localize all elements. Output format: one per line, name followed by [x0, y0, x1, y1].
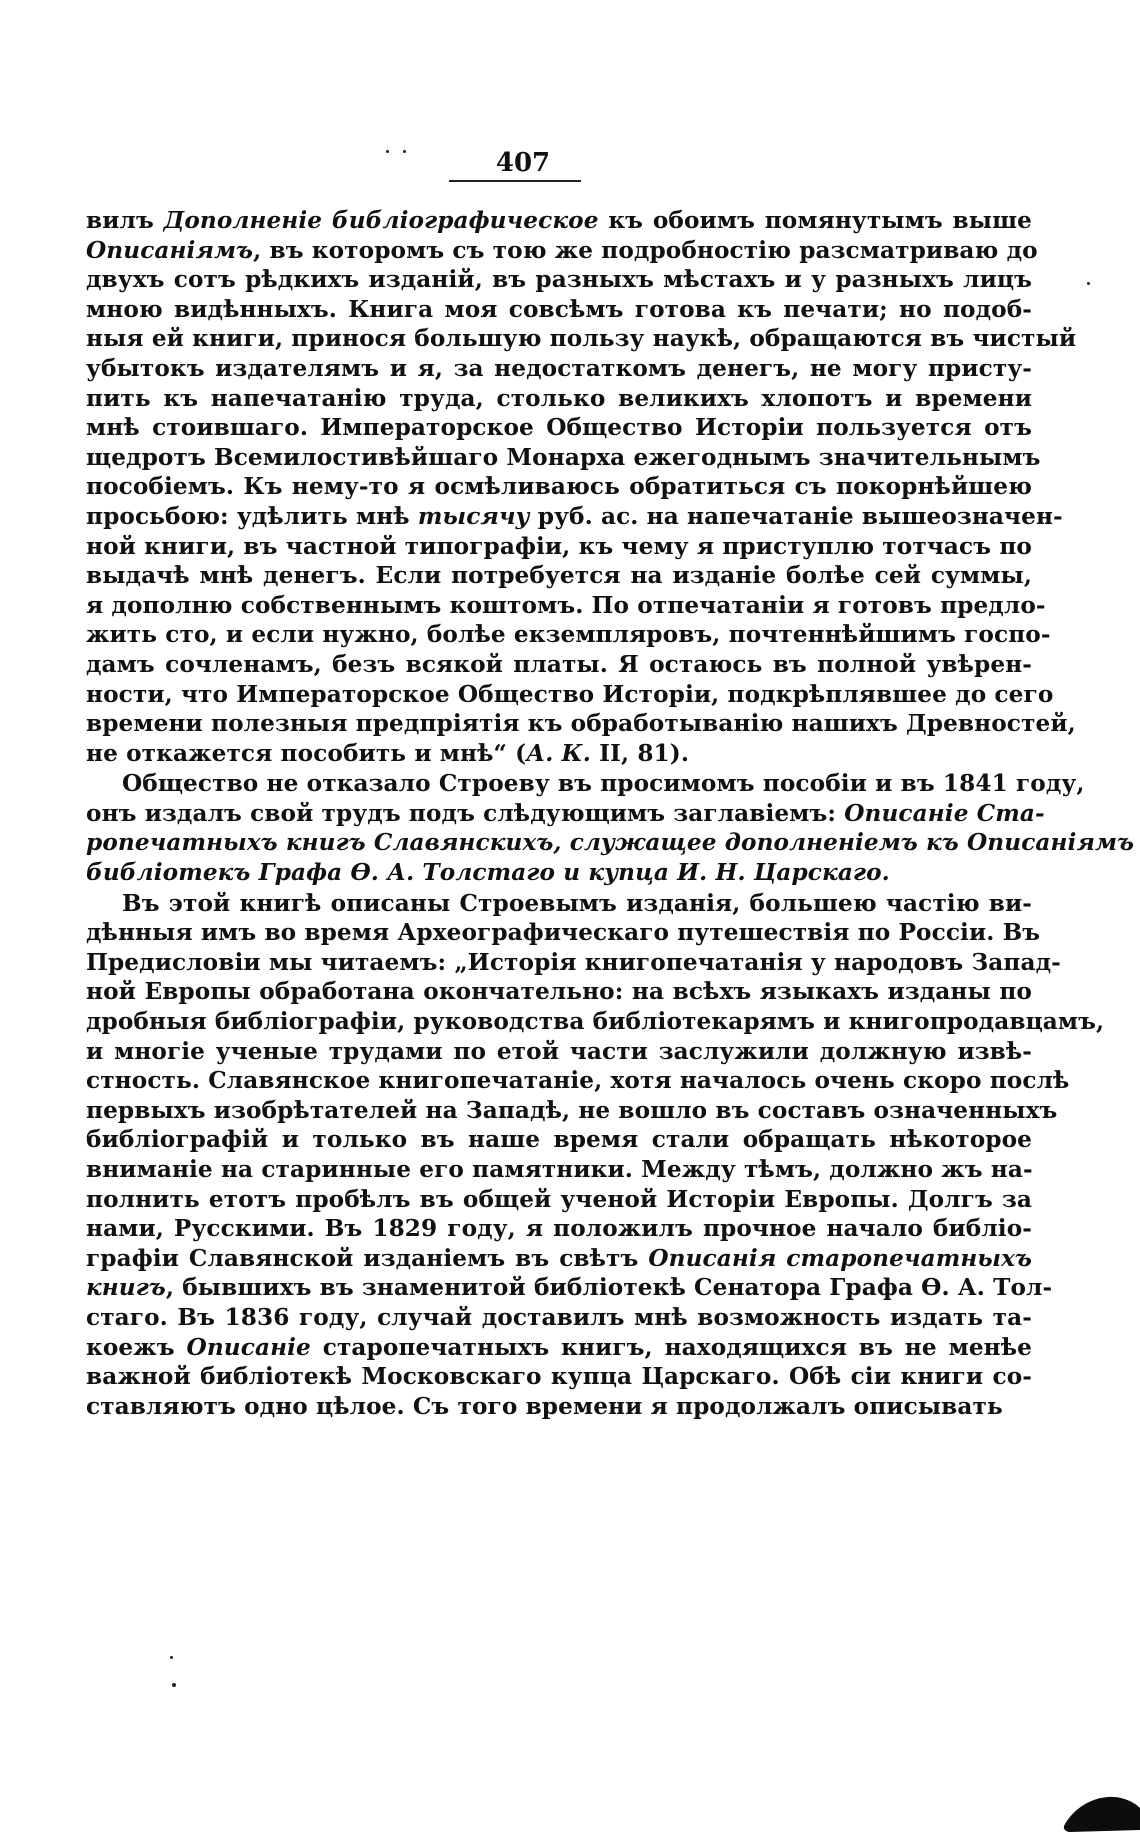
paragraph [86, 206, 1077, 768]
text-line [86, 236, 1038, 266]
text-line [86, 1362, 1032, 1392]
text-run: мною видѣнныхъ. Книга моя совсѣмъ готова къ печати; но подоб- [86, 295, 1032, 323]
text-run: вилъ [86, 207, 164, 234]
text-run: коежъ [86, 1333, 187, 1361]
print-speck [386, 150, 389, 153]
text-run: старопечатныхъ книгъ, находящихся въ не менѣе [310, 1333, 1032, 1361]
ink-blot-mark [1062, 1788, 1140, 1841]
text-line [86, 1037, 1032, 1067]
text-line [86, 1273, 1053, 1303]
text-run: пособіемъ. Къ нему-то я осмѣливаюсь обратиться съ покорнѣйшею [86, 473, 1032, 501]
text-line [86, 1303, 1032, 1333]
text-line [86, 1392, 1032, 1422]
text-line [86, 502, 1063, 532]
text-line [86, 206, 1032, 236]
text-run: жить сто, и если нужно, болѣе екземпляровъ, почтеннѣйшимъ госпо- [86, 621, 1051, 649]
text-run: полнить етотъ пробѣлъ въ общей ученой Исторіи Европы. Долгъ за [86, 1185, 1032, 1213]
text-line [86, 1096, 1058, 1126]
text-run: вниманіе на старинные его памятники. Между тѣмъ, должно жъ на- [86, 1156, 1033, 1183]
text-run: ности, что Императорское Общество Исторіи, подкрѣплявшее до сего [86, 680, 1054, 708]
print-speck [403, 150, 406, 153]
text-run: нами, Русскими. Въ 1829 году, я положилъ прочное начало библіо- [86, 1215, 1032, 1243]
text-run: и многіе ученые трудами по етой части заслужили должную извѣ- [86, 1037, 1032, 1065]
text-line [86, 324, 1077, 354]
text-run: выдачѣ мнѣ денегъ. Если потребуется на изданіе болѣе сей суммы, [86, 562, 1032, 590]
text-line [86, 799, 1045, 829]
text-run: графіи Славянской изданіемъ въ свѣтъ [86, 1244, 649, 1272]
text-run: II, 81). [590, 739, 690, 767]
text-run: Въ этой книгѣ описаны Строевымъ изданія, большею частію ви- [122, 889, 1032, 917]
italic-text-run: библіотекъ Графа Ѳ. А. Толстаго и купца И. Н. Царскаго. [86, 859, 890, 887]
text-run: времени полезныя предпріятія къ обработыванію нашихъ Древностей, [86, 710, 1076, 738]
text-run: просьбою: удѣлить мнѣ [86, 502, 418, 530]
italic-text-run: Описаніямъ [86, 236, 254, 264]
text-run: не откажется пособить и мнѣ“ ( [86, 739, 527, 767]
text-run: убытокъ издателямъ и я, за недостаткомъ денегъ, не могу присту- [86, 354, 1032, 382]
text-line [86, 413, 1032, 443]
paragraph [86, 769, 1135, 887]
text-line [86, 1333, 1032, 1363]
italic-text-run: А. К. [526, 739, 591, 767]
text-line [86, 1125, 1032, 1155]
text-run: я дополню собственнымъ коштомъ. По отпечатаніи я готовъ предло- [86, 591, 1046, 619]
italic-text-run: тысячу [417, 502, 530, 530]
text-run: Общество не отказало Строеву въ просимомъ пособіи и въ 1841 году, [122, 770, 1085, 798]
text-run: , бывшихъ въ знаменитой библіотекѣ Сенатора Графа Ѳ. А. Тол- [165, 1274, 1053, 1302]
text-line [86, 472, 1032, 502]
italic-text-run: Описанія старопечатныхъ [648, 1244, 1032, 1272]
print-speck [172, 1683, 176, 1687]
text-line [86, 561, 1032, 591]
text-line [86, 739, 1032, 769]
text-line [86, 1155, 1032, 1185]
text-line [86, 1214, 1032, 1244]
text-run: дробныя библіографіи, руководства библіотекарямъ и книгопродавцамъ, [86, 1008, 1105, 1036]
text-run: важной библіотекѣ Московскаго купца Царскаго. Обѣ сіи книги со- [86, 1363, 1032, 1391]
text-run: двухъ сотъ рѣдкихъ изданій, въ разныхъ мѣстахъ и у разныхъ лицъ [86, 266, 1032, 294]
italic-text-run: Описаніе [186, 1333, 311, 1361]
text-line [86, 1007, 1105, 1037]
text-line [86, 889, 1032, 919]
text-run: къ обоимъ помянутымъ выше [598, 207, 1032, 234]
text-run: мнѣ стоившаго. Императорское Общество Исторіи пользуется отъ [86, 414, 1032, 442]
text-run: ныя ей книги, принося большую пользу наукѣ, обращаются въ чистый [86, 325, 1077, 353]
italic-text-run: Дополненіе библіографическое [163, 207, 599, 234]
text-run: руб. ас. на напечатаніе вышеозначен- [529, 502, 1063, 530]
text-line [86, 384, 1032, 414]
body-text [86, 206, 1135, 1421]
italic-text-run: книгъ [86, 1274, 166, 1302]
text-line [86, 591, 1046, 621]
text-run: , въ которомъ съ тою же подробностію разсматриваю до [253, 236, 1038, 264]
text-line [86, 532, 1032, 562]
print-speck [1087, 282, 1090, 285]
italic-text-run: Описаніе Ста- [844, 799, 1045, 827]
text-run: стность. Славянское книгопечатаніе, хотя началось очень скоро послѣ [86, 1067, 1070, 1095]
text-run: ставляютъ одно цѣлое. Съ того времени я продолжалъ описывать [86, 1392, 1003, 1420]
text-run: ной книги, въ частной типографіи, къ чему я приступлю тотчасъ по [86, 532, 1032, 560]
text-line [86, 918, 1041, 948]
text-run: дѣнныя имъ во время Археографическаго путешествія по Россіи. Въ [86, 919, 1041, 947]
text-line [86, 620, 1051, 650]
text-run: онъ издалъ свой трудъ подъ слѣдующимъ заглавіемъ: [86, 799, 845, 827]
text-run: первыхъ изобрѣтателей на Западѣ, не вошло въ составъ означенныхъ [86, 1096, 1058, 1124]
text-line [86, 265, 1032, 295]
text-line [86, 828, 1135, 858]
italic-text-run: ропечатныхъ книгъ Славянскихъ, служащее дополненіемъ къ Описаніямъ [86, 829, 1135, 857]
text-line [86, 977, 1032, 1007]
text-line [86, 443, 1041, 473]
text-line [86, 709, 1076, 739]
text-run: щедротъ Всемилостивѣйшаго Монарха ежегоднымъ значительнымъ [86, 443, 1041, 471]
text-run: ной Европы обработана окончательно: на всѣхъ языкахъ изданы по [86, 978, 1032, 1006]
text-run: Предисловіи мы читаемъ: „Исторія книгопечатанія у народовъ Запад- [86, 948, 1061, 976]
page-number-rule [449, 180, 581, 182]
text-line [86, 1185, 1032, 1215]
text-run: пить къ напечатанію труда, столько великихъ хлопотъ и времени [86, 384, 1032, 412]
text-line [86, 769, 1085, 799]
text-line [86, 650, 1032, 680]
text-line [86, 354, 1032, 384]
page-number: 407 [495, 148, 551, 178]
text-run: стаго. Въ 1836 году, случай доставилъ мнѣ возможность издать та- [86, 1303, 1032, 1331]
paragraph [86, 889, 1105, 1422]
text-line [86, 1066, 1070, 1096]
text-line [86, 948, 1061, 978]
text-line [86, 295, 1032, 325]
text-line [86, 858, 1032, 888]
text-run: дамъ сочленамъ, безъ всякой платы. Я остаюсь въ полной увѣрен- [86, 650, 1032, 678]
text-line [86, 680, 1054, 710]
text-run: библіографій и только въ наше время стали обращать нѣкоторое [86, 1126, 1032, 1154]
text-line [86, 1244, 1032, 1274]
print-speck [170, 1656, 173, 1659]
